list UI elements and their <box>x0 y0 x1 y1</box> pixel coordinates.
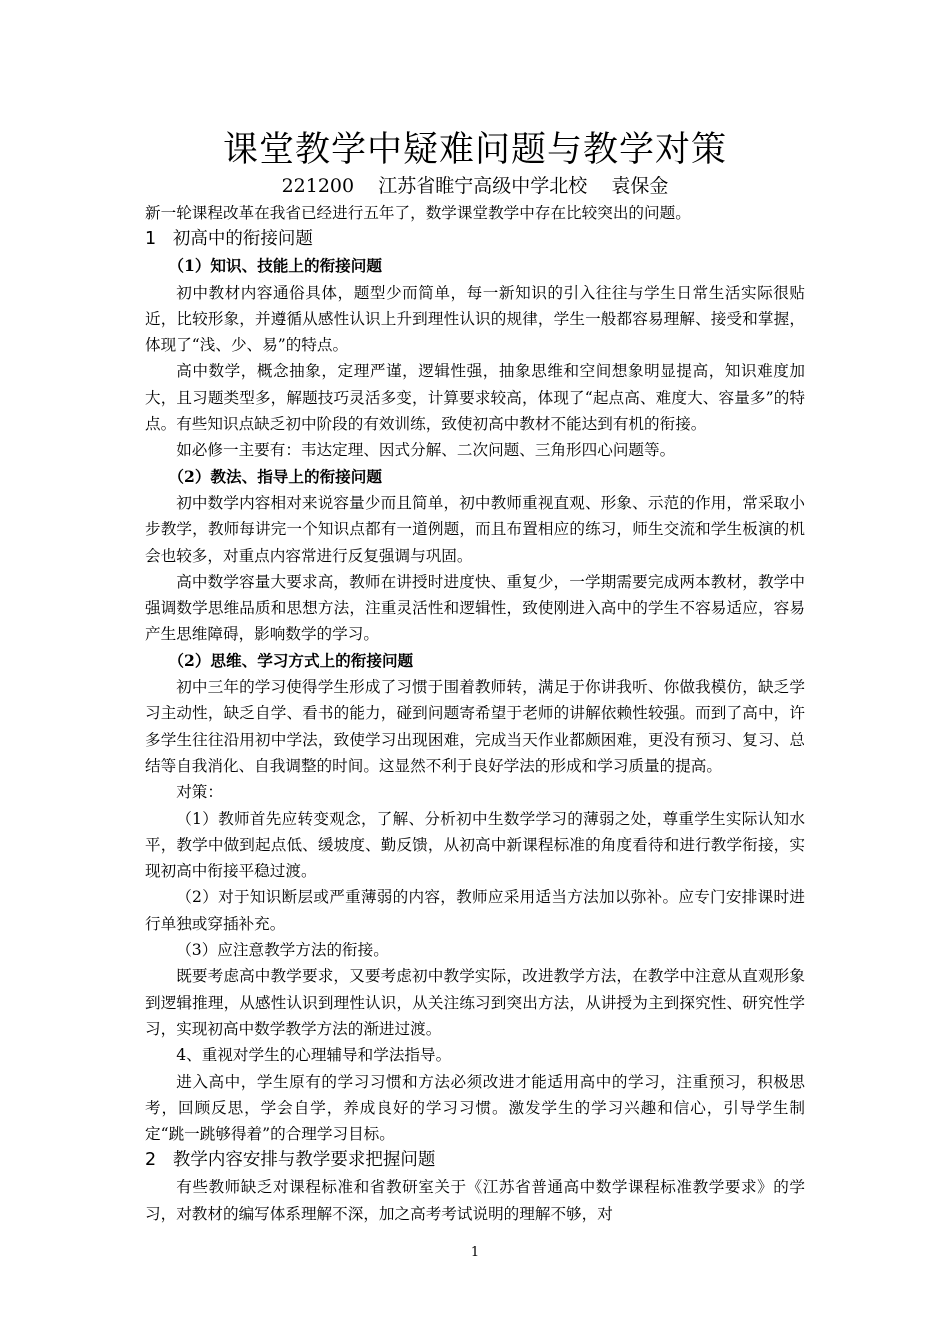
body-paragraph: 初中三年的学习使得学生形成了习惯于围着教师转，满足于你讲我听、你做我模仿，缺乏学习主动性，缺乏自学、看书的能力，碰到问题寄希望于老师的讲解依赖性较强。而到了高中，许多学生往往沿用初中学法，致使学习出现困难，完成当天作业都颇困难，更没有预习、复习、总结等自我消化、自我调整的时间。这显然不利于良好学法的形成和学习质量的提高。 <box>145 678 805 775</box>
body-paragraph: 初中数学内容相对来说容量少而且简单，初中教师重视直观、形象、示范的作用，常采取小步教学，教师每讲完一个知识点都有一道例题，而且布置相应的练习，师生交流和学生板演的机会也较多，对重点内容常进行反复强调与巩固。 <box>145 493 805 565</box>
body-paragraph: 初中教材内容通俗具体，题型少而简单，每一新知识的引入往往与学生日常生活实际很贴近，比较形象，并遵循从感性认识上升到理性认识的规律，学生一般都容易理解、接受和掌握，体现了“浅、少、易”的特点。 <box>145 283 805 355</box>
body-paragraph: 高中数学，概念抽象，定理严谨，逻辑性强，抽象思维和空间想象明显提高，知识难度加大，且习题类型多，解题技巧灵活多变，计算要求较高，体现了“起点高、难度大、容量多”的特点。有些知识点缺乏初中阶段的有效训练，致使初高中教材不能达到有机的衔接。 <box>145 362 805 434</box>
document-title: 课堂教学中疑难问题与教学对策 <box>222 130 727 170</box>
author-line: 221200 江苏省睢宁高级中学北校 袁保金 <box>281 175 669 197</box>
intro-paragraph: 新一轮课程改革在我省已经进行五年了，数学课堂教学中存在比较突出的问题。 <box>145 204 691 222</box>
body-paragraph: 既要考虑高中教学要求，又要考虑初中教学实际，改进教学方法，在教学中注意从直观形象到逻辑推理，从感性认识到理性认识，从关注练习到突出方法，从讲授为主到探究性、研究性学习，实现初高中数学教学方法的渐进过渡。 <box>145 967 805 1038</box>
body-paragraph: 如必修一主要有：韦达定理、因式分解、二次问题、三角形四心问题等。 <box>176 441 676 460</box>
body-paragraph: 对策： <box>176 783 223 802</box>
body-paragraph: 4、重视对学生的心理辅导和学法指导。 <box>176 1046 452 1065</box>
body-paragraph: （1）教师首先应转变观念，了解、分析初中生数学学习的薄弱之处，尊重学生实际认知水平，教学中做到起点低、缓坡度、勤反馈，从初高中新课程标准的角度看待和进行教学衔接，实现初高中衔接平稳过渡。 <box>145 809 805 881</box>
subsection-heading: （1）知识、技能上的衔接问题 <box>168 256 382 276</box>
body-paragraph: 有些教师缺乏对课程标准和省教研室关于《江苏省普通高中数学课程标准教学要求》的学习，对教材的编写体系理解不深，加之高考考试说明的理解不够，对 <box>145 1178 805 1223</box>
body-paragraph: （3）应注意教学方法的衔接。 <box>176 941 389 960</box>
section-heading-1: 1 初高中的衔接问题 <box>145 229 313 250</box>
body-paragraph: 高中数学容量大要求高，教师在讲授时进度快、重复少，一学期需要完成两本教材，教学中强调数学思维品质和思想方法，注重灵活性和逻辑性，致使刚进入高中的学生不容易适应，容易产生思维障碍，影响数学的学习。 <box>145 572 805 644</box>
body-paragraph: （2）对于知识断层或严重薄弱的内容，教师应采用适当方法加以弥补。应专门安排课时进行单独或穿插补充。 <box>145 888 805 933</box>
document-body <box>145 200 805 1227</box>
body-paragraph: 进入高中，学生原有的学习习惯和方法必须改进才能适用高中的学习，注重预习，积极思考，回顾反思，学会自学，养成良好的学习习惯。激发学生的学习兴趣和信心，引导学生制定“跳一跳够得着”的合理学习目标。 <box>145 1072 805 1144</box>
subsection-heading: （2）思维、学习方式上的衔接问题 <box>168 650 414 670</box>
subsection-heading: （2）教法、指导上的衔接问题 <box>168 466 382 486</box>
section-heading-2: 2 教学内容安排与教学要求把握问题 <box>145 1150 436 1171</box>
page-number: 1 <box>470 1245 480 1260</box>
